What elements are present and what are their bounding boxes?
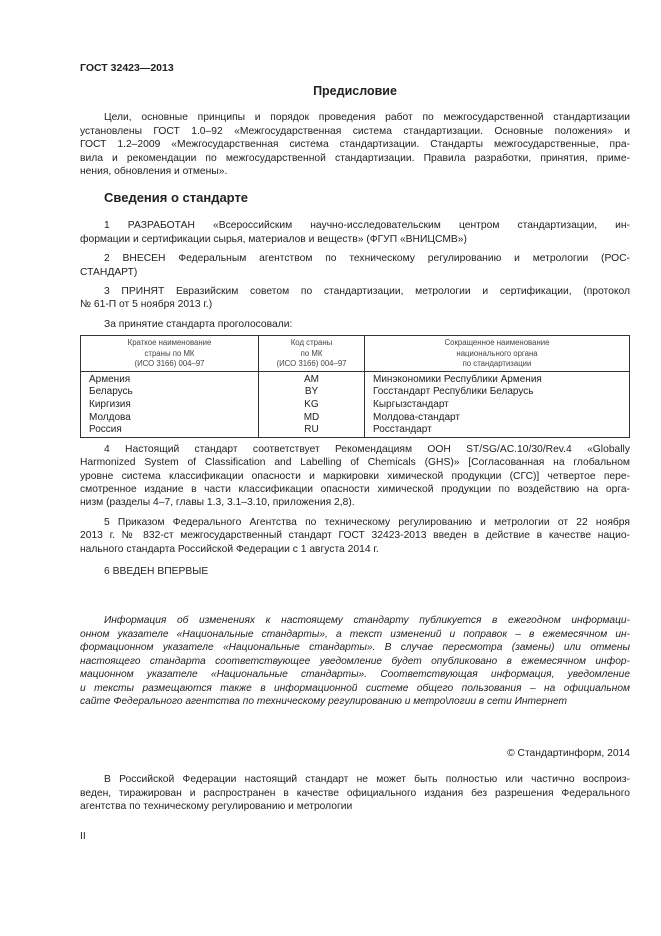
text-line: формационном указателе «Национальные стандарты». В случае пересмотра (замены) или отмены [80,642,630,654]
column-header [259,336,365,372]
standards-body: Минэкономики Республики Армения [365,371,630,386]
table-header-row [81,336,630,372]
copyright: © Стандартинформ, 2014 [507,747,630,759]
text-line: 5 Приказом Федерального Агентства по техническому регулированию и метрологии от 22 ноября [104,516,630,528]
text-line: нального стандарта Российской Федерации с 1 августа 2014 г. [80,543,379,555]
text-line: 4 Настоящий стандарт соответствует Рекомендациям ООН ST/SG/AC.10/30/Rev.4 «Globally [104,443,630,455]
text-line: веден, тиражирован и распространен в качестве официального издания без разрешения Федерального [80,787,630,799]
country-name: Беларусь [81,386,259,399]
text-line: онном указателе «Национальные стандарты», а текст изменений и поправок – в ежемесячном ин- [80,628,630,640]
country-code: RU [259,424,365,437]
text-line: 2013 г. № 832-ст межгосударственный стандарт ГОСТ 32423-2013 введен в действие в качестве нацио- [80,530,630,542]
table-body [81,371,630,437]
text-line: 3 ПРИНЯТ Евразийским советом по стандартизации, метрологии и сертификации, (протокол [104,286,630,298]
column-header-line: Код страны [290,338,333,348]
country-code: KG [259,399,365,412]
voted-label: За принятие стандарта проголосовали: [104,318,293,330]
country-code: AM [259,371,365,386]
country-code: MD [259,412,365,425]
text-line: и тексты размещаются также в информационной системе общего пользования – на официальном [80,682,630,694]
text-line: ГОСТ 1.2–2009 «Межгосударственная система стандартизации. Стандарты межгосударственные, пра- [80,139,630,151]
notice-paragraph [80,614,630,709]
text-line: В Российской Федерации настоящий стандарт не может быть полностью или частично воспроиз- [104,774,630,786]
text-line: уровне система классификации опасности и маркировки химической продукции (СГС)] четвертое пере- [80,470,630,482]
text-line: настоящего стандарта соответствующее уведомление будет опубликовано в ежемесячном инфор- [80,655,630,667]
table-row [81,412,630,425]
standards-body: Госстандарт Республики Беларусь [365,386,630,399]
item-6: 6 ВВЕДЕН ВПЕРВЫЕ [104,566,209,577]
column-header-line: национального органа [456,348,538,358]
standards-body: Кыргызстандарт [365,399,630,412]
column-header-line: по стандартизации [462,359,532,369]
text-line: Цели, основные принципы и порядок проведения работ по межгосударственной стандартизации [104,112,630,124]
text-line: формации и сертификации сырья, материалов и веществ» (ФГУП «ВНИЦСМВ») [80,233,467,245]
text-line: СТАНДАРТ) [80,266,138,278]
item-5 [80,516,630,556]
text-line: Harmonized System of Classification and Labelling of Chemicals (GHS)» [Согласованная на глобальном [80,457,630,469]
country-name: Молдова [81,412,259,425]
document-body [80,62,630,843]
text-line: № 61-П от 5 ноября 2013 г.) [80,299,213,311]
document-header: ГОСТ 32423—2013 [80,62,174,74]
voting-table-wrap [80,335,630,437]
standards-body: Росстандарт [365,424,630,437]
item-4 [80,443,630,510]
text-line: 1 РАЗРАБОТАН «Всероссийским научно-исследовательским центром стандартизации, ин- [104,220,630,232]
text-line: 2 ВНЕСЕН Федеральным агентством по техническому регулированию и метрологии (РОС- [104,253,630,265]
column-header-line: страны по МК [144,348,195,358]
column-header-line: (ИСО 3166) 004–97 [134,359,205,369]
rights-paragraph [80,773,630,813]
country-code: BY [259,386,365,399]
column-header-line: (ИСО 3166) 004–97 [276,359,347,369]
text-line: агентства по техническому регулированию и метрологии [80,801,353,813]
column-header [365,336,630,372]
foreword-paragraph [80,111,630,178]
table-row [81,386,630,399]
country-name: Киргизия [81,399,259,412]
text-line: низм (разделы 4–7, главы 1.3, 3.1–3.10, приложения 2,8). [80,497,355,509]
text-line: Информация об изменениях к настоящему стандарту публикуется в ежегодном информаци- [104,615,630,627]
item-2 [80,252,630,279]
item-3 [80,285,630,312]
text-line: смотренное издание в части классификации опасности химической продукции по воздействию на орга- [80,483,630,495]
column-header-line: по МК [300,348,323,358]
foreword-title: Предисловие [313,84,397,99]
country-name: Россия [81,424,259,437]
column-header-line: Краткое наименование [127,338,212,348]
item-1 [80,219,630,246]
column-header-line: Сокращенное наименование [444,338,550,348]
voting-table [80,335,630,437]
standards-body: Молдова-стандарт [365,412,630,425]
country-name: Армения [81,371,259,386]
column-header [81,336,259,372]
text-line: сайте Федерального агентства по техническому регулированию и метро\логии в сети Интернет [80,696,567,708]
table-row [81,424,630,437]
text-line: установлены ГОСТ 1.0–92 «Межгосударственная система стандартизации. Основные положения» и [80,125,630,137]
table-row [81,399,630,412]
text-line: вила и рекомендации по межгосударственной стандартизации. Правила разработки, принятия, приме- [80,152,630,164]
info-title: Сведения о стандарте [104,190,249,206]
text-line: мационном указателе «Национальные стандарты». Соответствующая информация, уведомление [80,669,630,681]
table-row [81,371,630,386]
text-line: нения, обновления и отмены». [80,166,228,178]
page-number: II [80,830,86,842]
